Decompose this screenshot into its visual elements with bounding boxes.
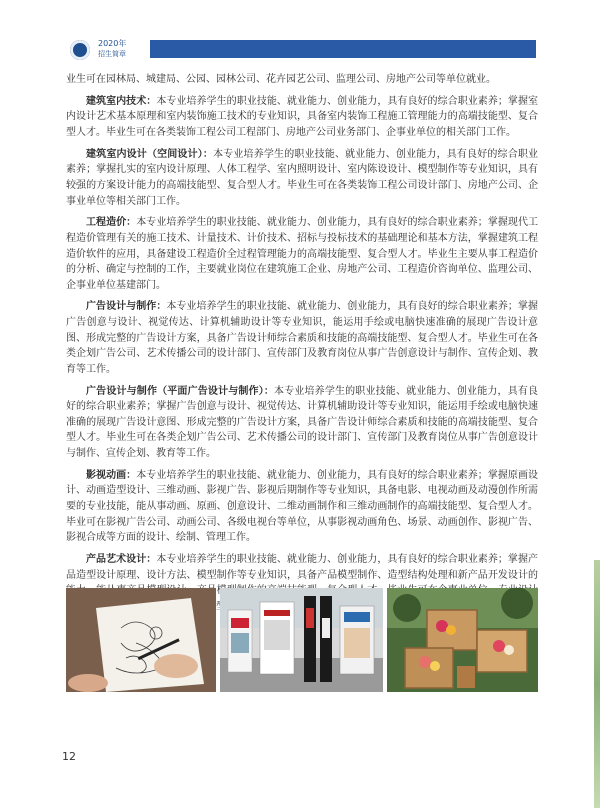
document-body [66,72,538,621]
header-subtitle: 招生简章 [98,50,126,58]
program-title: 广告设计与制作（平面广告设计与制作）： [86,385,275,397]
program-title: 产品艺术设计： [86,553,157,565]
program-text: 本专业培养学生的职业技能、就业能力、创业能力，具有良好的综合职业素养；掌握广告创意与设计、视觉传达、计算机辅助设计等专业知识，能运用手绘或电脑快速准确的展现广告设计意图、形成完整的广告设计方案，具备广告设计师综合素质和技能的高端技能型、复合型人才。毕业生可在各类企划广告公司、艺术传播公司的设计部门、宣传部门及教育岗位从事广告创意设计与制作、宣传企划、教育等工作。 [66,385,539,459]
school-logo-icon [70,40,90,60]
program-paragraph [66,94,538,141]
program-text: 本专业培养学生的职业技能、就业能力、创业能力，具有良好的综合职业素养；掌握室内设计艺术基本原理和室内装饰施工技术的专业知识，具备室内装饰工程施工管理能力的高端技能型、复合型人才。毕业生可在各类装饰工程公司工程部门、房地产公司业务部门、企事业单位的相关部门工作。 [66,95,539,138]
wooden-crate-flowers-photo [387,588,538,692]
program-title: 工程造价： [86,217,137,229]
header-bar [150,40,536,58]
program-paragraph [66,384,538,462]
exhibition-stand-photo [220,588,383,692]
photo-strip [66,588,538,692]
program-text: 本专业培养学生的职业技能、就业能力、创业能力，具有良好的综合职业素养；掌握现代工程造价管理有关的施工技术、计量技术、计价技术、招标与投标技术的基础理论和基本方法，掌握建筑工程造价软件的应用，具备建设工程造价全过程管理能力的高端技能型、复合型人才。毕业生主要从事工程造价的分析、确定与控制的工作，主要就业岗位在建筑施工企业、房地产公司、工程造价咨询单位、监理公司、企事业单位基建部门。 [66,217,539,291]
program-title: 广告设计与制作： [86,301,167,313]
program-title: 建筑室内技术： [86,95,157,107]
program-paragraph [66,299,538,377]
program-text: 本专业培养学生的职业技能、就业能力、创业能力，具有良好的综合职业素养；掌握扎实的室内设计原理、人体工程学、室内照明设计、室内陈设设计、模型制作等专业知识，具有较强的方案设计能力的高端技能型、复合型人才。毕业生可在各类装饰工程公司设计部门、房地产公司、企事业单位等相关部门工作。 [66,148,539,207]
page-edge-decoration [594,560,600,808]
program-text: 本专业培养学生的职业技能、就业能力、创业能力，具有良好的综合职业素养；掌握原画设计、动画造型设计、三维动画、影视广告、影视后期制作等专业知识，具备电影、电视动画及动漫创作所需要的专业技能，能从事动画、原画、创意设计、二维动画制作和三维动画制作的高端技能型、复合型人才。毕业可在影视广告公司、动画公司、各级电视台等单位，从事影视动画角色、场景、动画创作、影视广告、影视合成等方面的设计、绘制、管理工作。 [66,469,539,544]
intro-paragraph: 业生可在园林局、城建局、公园、园林公司、花卉园艺公司、监理公司、房地产公司等单位就业。 [66,74,496,85]
program-title: 影视动画： [86,469,137,481]
program-text: 本专业培养学生的职业技能、就业能力、创业能力，具有良好的综合职业素养；掌握广告创意与设计、视觉传达、计算机辅助设计等专业知识，能运用手绘或电脑快速准确的展现广告设计意图、形成完整的广告设计方案，具备广告设计师综合素质和技能的高端技能型、复合型人才。毕业生可在各类企划广告公司、艺术传播公司的设计部门、宣传部门及教育岗位从事广告创意设计与制作、宣传企划、教育等工作。 [66,301,539,375]
program-paragraph [66,147,538,209]
program-title: 建筑室内设计（空间设计）： [86,148,214,160]
program-text: 本专业培养学生的职业技能、就业能力、创业能力，具有良好的综合职业素养；掌握产品造型设计原理、设计方法、模型制作等专业知识，具备产品模型制作、造型结构处理和新产品开发设计的 [66,553,539,581]
header-year: 2020年 [98,39,127,48]
sketch-drawing-photo [66,588,216,692]
page-number: 12 [62,750,76,763]
page-header [62,38,542,62]
program-paragraph [66,468,538,546]
program-paragraph [66,215,538,293]
